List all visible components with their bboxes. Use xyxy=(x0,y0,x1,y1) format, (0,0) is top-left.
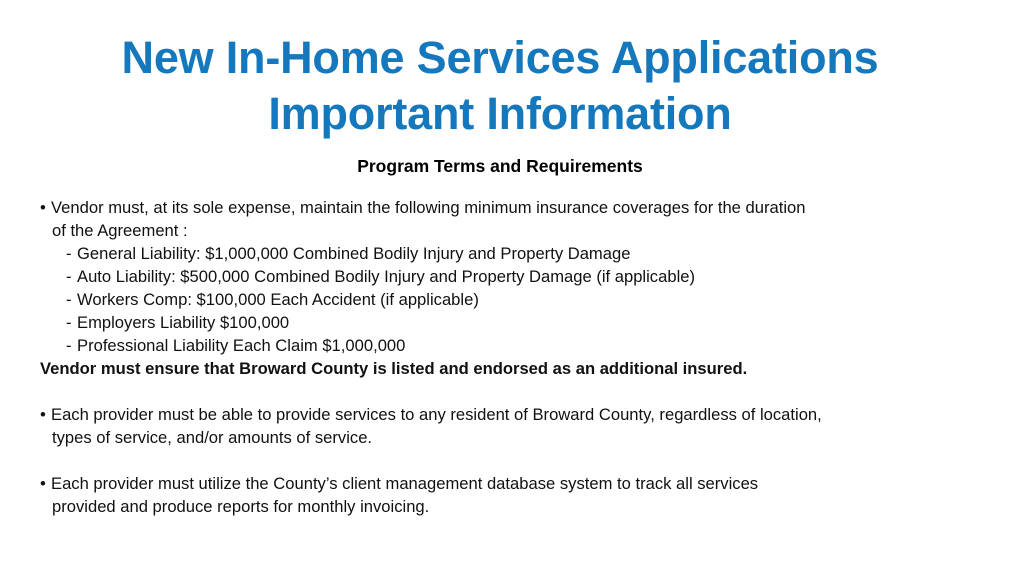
sub-item-employers-liability xyxy=(40,311,1000,334)
sub-item-workers-comp-text: Workers Comp: $100,000 Each Accident (if applicable) xyxy=(77,290,479,309)
sub-item-professional-liability xyxy=(40,334,1000,357)
dash-glyph-icon: - xyxy=(66,313,72,332)
bullet-item-database-system-continuation: provided and produce reports for monthly invoicing. xyxy=(52,497,430,516)
bullet-glyph-icon: • xyxy=(40,198,46,217)
bullet-item-service-coverage xyxy=(40,403,1000,426)
bullet-glyph-icon: • xyxy=(40,405,46,424)
sub-item-general-liability-text: General Liability: $1,000,000 Combined Bodily Injury and Property Damage xyxy=(77,244,631,263)
bullet-glyph-icon: • xyxy=(40,474,46,493)
sub-item-auto-liability xyxy=(40,265,1000,288)
bullet-item-insurance-continuation: of the Agreement : xyxy=(52,221,188,240)
sub-item-general-liability xyxy=(40,242,1000,265)
slide-subtitle: Program Terms and Requirements xyxy=(357,156,643,176)
dash-glyph-icon: - xyxy=(66,336,72,355)
paragraph-spacer xyxy=(40,380,1000,403)
slide-title-line-1: New In-Home Services Applications xyxy=(121,32,879,83)
slide-title xyxy=(0,30,1000,142)
slide-title-line-2: Important Information xyxy=(268,88,732,139)
bullet-item-insurance xyxy=(40,196,1000,219)
sub-item-auto-liability-text: Auto Liability: $500,000 Combined Bodily Injury and Property Damage (if applicable) xyxy=(77,267,696,286)
sub-item-workers-comp xyxy=(40,288,1000,311)
sub-item-professional-liability-text: Professional Liability Each Claim $1,000,000 xyxy=(77,336,406,355)
dash-glyph-icon: - xyxy=(66,290,72,309)
paragraph-spacer xyxy=(40,449,1000,472)
bullet-item-database-system xyxy=(40,472,1000,495)
sub-item-employers-liability-text: Employers Liability $100,000 xyxy=(77,313,290,332)
bullet-item-insurance-text: Vendor must, at its sole expense, maintain the following minimum insurance coverages for the duration xyxy=(51,198,806,217)
bold-statement-additional-insured: Vendor must ensure that Broward County is listed and endorsed as an additional insured. xyxy=(40,359,748,378)
slide-body xyxy=(40,196,1000,518)
bullet-item-service-coverage-text: Each provider must be able to provide services to any resident of Broward County, regardless of location, xyxy=(51,405,822,424)
bullet-item-service-coverage-continuation: types of service, and/or amounts of service. xyxy=(52,428,373,447)
bullet-item-database-system-text: Each provider must utilize the County’s client management database system to track all services xyxy=(51,474,759,493)
dash-glyph-icon: - xyxy=(66,267,72,286)
dash-glyph-icon: - xyxy=(66,244,72,263)
